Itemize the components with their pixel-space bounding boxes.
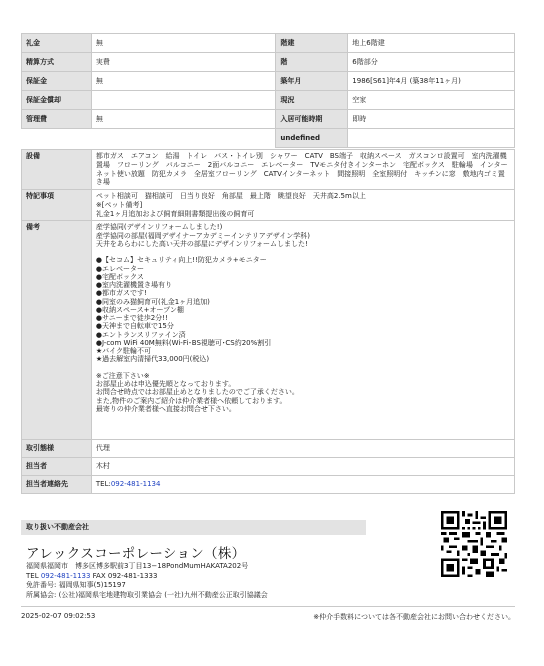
table-row [22, 53, 515, 72]
table-row [22, 91, 515, 110]
floors-label: 階建 [276, 34, 348, 53]
company-address: 福岡県福岡市 博多区博多駅前3丁目13−18PondMumHAKATA202号 [26, 562, 249, 570]
table-row [22, 440, 515, 458]
table-row [22, 476, 515, 494]
company-tel-link[interactable]: 092-481-1133 [40, 571, 91, 580]
qr-code-icon [441, 511, 507, 577]
key-money-label: 礼金 [22, 34, 92, 53]
move-in-value: 即時 [348, 110, 515, 129]
company-info [26, 562, 268, 600]
floor-value: 6階部分 [348, 53, 515, 72]
company-name: アレックスコーポレーション（株） [26, 546, 246, 562]
management-fee-value: 無 [91, 110, 276, 129]
table-row [22, 190, 515, 221]
company-header: 取り扱い不動産会社 [21, 520, 366, 535]
contact-tel-link[interactable]: 092-481-1134 [110, 480, 161, 489]
table-row [22, 72, 515, 91]
floor-label: 階 [276, 53, 348, 72]
special-notes-value: ペット相談可 猫相談可 日当り良好 角部屋 最上階 眺望良好 天井高2.5m以上 ※[ペット備考] 礼金1ヶ月追加および飼育細則書類提出後の飼育可 [91, 190, 514, 221]
undefined-value [348, 129, 515, 148]
details-table [21, 33, 515, 148]
footer-divider [21, 606, 515, 607]
deposit-amortization-value [91, 91, 276, 110]
settlement-value: 実費 [91, 53, 276, 72]
license-number: 免許番号: 福岡県知事(5)15197 [26, 581, 126, 589]
company-fax: FAX 092-481-1333 [92, 571, 158, 580]
status-label: 現況 [276, 91, 348, 110]
person-label: 担当者 [22, 458, 92, 476]
table-row [22, 110, 515, 129]
remarks-label: 備考 [22, 221, 92, 440]
association: 所属協会: (公社)福岡県宅地建物取引業協会 (一社)九州不動産公正取引協議会 [26, 590, 268, 599]
key-money-value: 無 [91, 34, 276, 53]
tel-label: TEL [26, 571, 39, 580]
table-row [22, 34, 515, 53]
special-notes-label: 特記事項 [22, 190, 92, 221]
footer-timestamp: 2025-02-07 09:02:53 [21, 612, 96, 620]
floors-value: 地上6階建 [348, 34, 515, 53]
undefined-label: undefined [276, 129, 348, 148]
deposit-label: 保証金 [22, 72, 92, 91]
management-fee-label: 管理費 [22, 110, 92, 129]
settlement-label: 精算方式 [22, 53, 92, 72]
footer-note: ※仲介手数料については各不動産会社にお問い合わせください。 [313, 613, 515, 621]
built-value: 1986[S61]年4月 (築38年11ヶ月) [348, 72, 515, 91]
table-row [22, 221, 515, 440]
transaction-value: 代理 [91, 440, 514, 458]
equipment-label: 設備 [22, 150, 92, 190]
move-in-label: 入居可能時期 [276, 110, 348, 129]
built-label: 築年月 [276, 72, 348, 91]
table-row [22, 129, 515, 148]
deposit-amortization-label: 保証金償却 [22, 91, 92, 110]
equipment-value: 都市ガス エアコン 給湯 トイレ バス・トイレ別 シャワー CATV BS端子 収納スペース ガスコンロ設置可 室内洗濯機置場 フローリング バルコニー 2面バルコニー エレベーター TVモニタ付きインターホン 宅配ボックス 駐輪場 インターネット使い放題 防犯カメラ 全居室フローリング CATVインターネット 間接照明 全室照明付 キッチンに窓 敷地内ゴミ置き場 [91, 150, 514, 190]
table-row [22, 150, 515, 190]
table-row [22, 458, 515, 476]
company-phone-line [26, 572, 268, 582]
status-value: 空家 [348, 91, 515, 110]
deposit-value: 無 [91, 72, 276, 91]
contact-value [91, 476, 514, 494]
remarks-value: 産学協同(デザインリフォームしました!) 産学協同の部屋(福岡デザイナーアカデミーインテリアデザイン学科) 天井をあらわにした高い天井の部屋にデザインリフォームしました! ●【セコム】セキュリティ向上!!防犯カメラ+モニター ●エレベーター ●宅配ボックス ●室内洗濯機置き場有り ●都市ガスです! ●同室のみ猫飼育可(礼金1ヶ月追加) ●収納スペース+オープン棚 ●サニーまで徒歩2分!! ●天神まで自転車で15分 ●エントランスリファイン済 ●J-com WiFi 40M無料(Wi-Fi･BS視聴可･CS約20%割引 ★バイク駐輪不可 ★過去解室内清掃代33,000円(税込) ※ご注意下さい※ お部屋止めは申込優先順となっております。 お問合せ時点ではお部屋止めとなりましたのでご了承ください。 また,物件のご案内ご紹介は仲介業者様へ依頼しております。 最寄りの仲介業者様へ直接お問合せ下さい。 [91, 221, 514, 440]
contact-label: 担当者連絡先 [22, 476, 92, 494]
person-value: 木村 [91, 458, 514, 476]
transaction-label: 取引態様 [22, 440, 92, 458]
contact-prefix: TEL: [95, 480, 111, 489]
features-table [21, 149, 515, 494]
